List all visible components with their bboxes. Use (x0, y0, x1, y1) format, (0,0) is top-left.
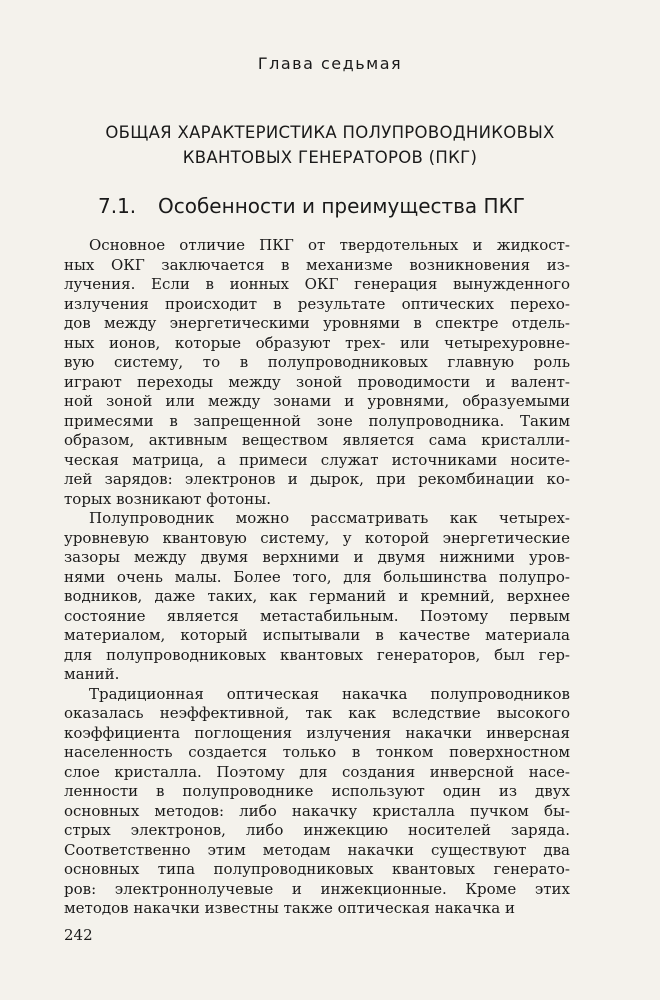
paragraph-line: основных методов: либо накачку кристалла пучком бы- (64, 801, 570, 820)
paragraph-line: ной зоной или между зонами и уровнями, образуемыми (64, 392, 570, 410)
paragraph-line: ных ионов, которые образуют трех- или четырехуровне- (64, 333, 570, 352)
paragraph-line: методов накачки известны также оптическая накачка и (64, 899, 515, 917)
paragraph-line: ленности в полупроводнике используют один из двух (64, 782, 570, 800)
paragraph-line: Основное отличие ПКГ от твердотельных и жидкост- (89, 236, 570, 254)
paragraph-line: торых возникают фотоны. (64, 489, 271, 508)
paragraph-line: излучения происходит в результате оптических перехо- (64, 294, 570, 313)
section-heading (98, 194, 618, 218)
paragraph-line: вую систему, то в полупроводниковых главную роль (64, 353, 570, 371)
paragraph-line: стрых электронов, либо инжекцию носителей заряда. (64, 821, 570, 839)
paragraph-line: играют переходы между зоной проводимости и валент- (64, 372, 570, 391)
chapter-title (60, 120, 600, 170)
paragraph-line: Традиционная оптическая накачка полупроводников (89, 684, 570, 703)
paragraph-line: материалом, который испытывали в качестве материала (64, 626, 570, 644)
chapter-title-line: ОБЩАЯ ХАРАКТЕРИСТИКА ПОЛУПРОВОДНИКОВЫХ (105, 123, 555, 142)
chapter-label: Глава седьмая (257, 54, 403, 73)
paragraph-line: лей зарядов: электронов и дырок, при рекомбинации ко- (64, 470, 570, 488)
paragraph-line: образом, активным веществом является сама кристалли- (64, 431, 570, 449)
page-number: 242 (64, 926, 93, 944)
paragraph-line: уровневую квантовую систему, у которой энергетические (64, 528, 570, 547)
paragraph-line: ров: электроннолучевые и инжекционные. Кроме этих (64, 879, 570, 898)
paragraph-line: маний. (64, 665, 120, 683)
paragraph-line: состояние является метастабильным. Поэтому первым (64, 606, 570, 625)
paragraph-line: для полупроводниковых квантовых генераторов, был гер- (64, 645, 570, 664)
paragraph-line: коэффициента поглощения излучения накачки инверсная (64, 723, 570, 742)
paragraph-line: слое кристалла. Поэтому для создания инверсной насе- (64, 762, 570, 781)
chapter-title-line: КВАНТОВЫХ ГЕНЕРАТОРОВ (ПКГ) (182, 148, 478, 167)
paragraph-line: зазоры между двумя верхними и двумя нижними уров- (64, 548, 570, 566)
paragraph-line: ных ОКГ заключается в механизме возникновения из- (64, 255, 570, 274)
paragraph-line: лучения. Если в ионных ОКГ генерация вынужденного (64, 275, 570, 293)
paragraph-line: Полупроводник можно рассматривать как четырех- (89, 509, 570, 527)
paragraph-line: водников, даже таких, как германий и кремний, верхнее (64, 587, 570, 605)
paragraph-line: населенность создается только в тонком поверхностном (64, 743, 570, 761)
paragraph-line: Соответственно этим методам накачки существуют два (64, 840, 570, 859)
section-number: 7.1. (98, 194, 137, 218)
paragraph-line: оказалась неэффективной, так как вследствие высокого (64, 704, 570, 722)
section-title: Особенности и преимущества ПКГ (158, 194, 525, 218)
paragraph-line: примесями в запрещенной зоне полупроводника. Таким (64, 411, 570, 430)
paragraph-line: основных типа полупроводниковых квантовых генерато- (64, 860, 570, 878)
paragraph-line: ческая матрица, а примеси служат источниками носите- (64, 450, 570, 469)
paragraph-line: нями очень малы. Более того, для большинства полупро- (64, 567, 570, 586)
paragraph-line: дов между энергетическими уровнями в спектре отдель- (64, 314, 570, 332)
body-text (64, 236, 570, 919)
